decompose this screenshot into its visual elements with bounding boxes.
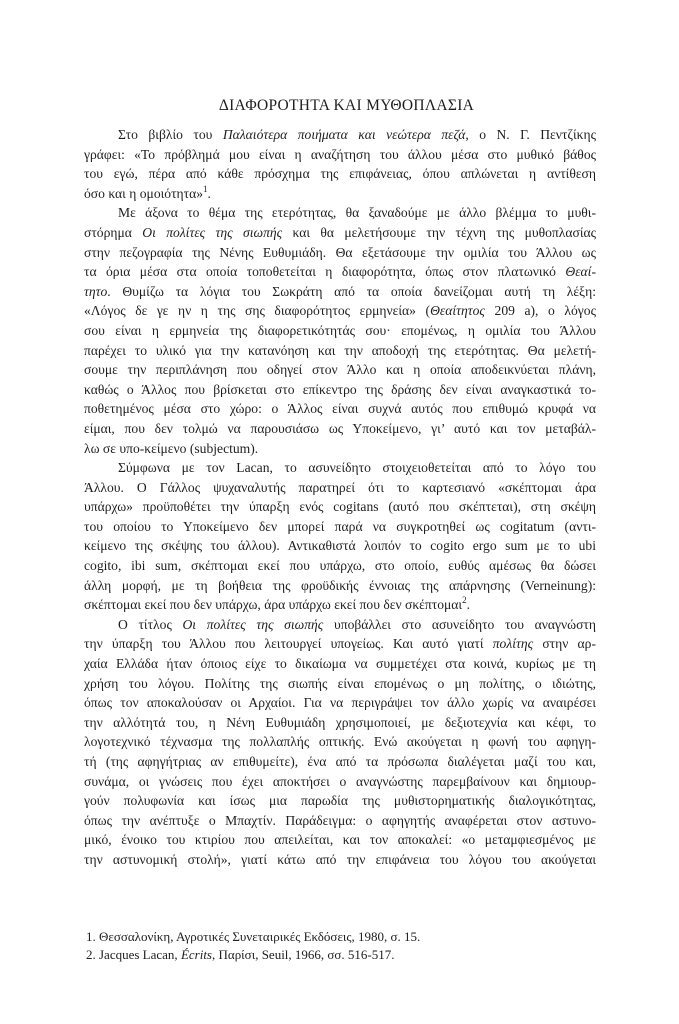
text-line (84, 125, 596, 145)
text-line (84, 752, 596, 772)
text-line (84, 732, 596, 752)
text-line (84, 145, 596, 165)
text-run: του οποίου το Υποκείμενο δεν μπορεί παρά να συγκροτηθεί ως cogitatum (αντι- (84, 518, 596, 534)
text-line (84, 243, 596, 263)
text-run: χρήση του λόγου. Πολίτης της σιωπής είναι επομένως ο μη πολίτης, ο ιδιώτης, (84, 675, 596, 691)
text-run: παρέχει το υλικό για την κατανόηση και την αποδοχή της ετερότητας. Θα μελετή- (84, 342, 596, 358)
text-run: όπως τον αποκαλούσαν οι Αρχαίοι. Για να περιγράψει τον άλλο χωρίς να αναιρέσει (84, 695, 596, 711)
text-line (84, 595, 596, 615)
text-run: την αστυνομική στολή», γιατί κάτω από την επιφάνεια του λόγου του ακούγεται (84, 851, 596, 867)
text-line (84, 576, 596, 596)
text-run: στην αρ- (533, 636, 596, 652)
text-run: . Θυμίζω τα λόγια του Σωκράτη από τα οποία δανείζομαι αυτή τη λέξη: (107, 283, 596, 299)
text-line (84, 203, 596, 223)
text-run: 209 a), ο λόγος (484, 303, 596, 319)
text-line (84, 654, 596, 674)
italic-text: Θεαί- (565, 264, 596, 280)
body-text (84, 125, 596, 870)
text-run: Σύμφωνα με τον Lacan, το ασυνείδητο στοιχειοθετείται από το λόγο του (118, 460, 596, 476)
italic-text: Παλαιότερα ποιήματα και νεώτερα πεζά (222, 127, 466, 142)
text-run: σουμε την περιπλάνηση που οδηγεί στον Άλλο και η οποία αποδεικνύεται πλάνη, (84, 362, 596, 378)
text-run: άλλη μορφή, με τη βοήθεια της φροϋδικής έννοιας της απάρνησης (Verneinung): (84, 577, 596, 593)
text-run: καθώς ο Άλλος που βρίσκεται στο επίκεντρο της δράσης δεν είναι αναγκαστικά το- (84, 381, 596, 397)
text-run: σου είναι η ερμηνεία της διαφορετικότητάς σου· επομένως, η ομιλία του Άλλου (84, 322, 596, 338)
text-line (84, 536, 596, 556)
italic-text: Θεαίτητος (430, 303, 485, 319)
text-run: και θα μελετήσουμε την τέχνη της μυθοπλασίας (282, 224, 596, 240)
text-run: υποβάλλει στο ασυνείδητο του αναγνώστη (323, 616, 597, 632)
text-run: στην πεζογραφία της Νένης Ευθυμιάδη. Θα εξετάσουμε την ομιλία του Άλλου ως (84, 244, 596, 260)
text-run: τα όρια μέσα στα οποία τοποθετείται η διαφορότητα, όπως στον πλατωνικό (84, 264, 566, 280)
text-line (84, 282, 596, 302)
text-run: την αλλότητά του, η Νένη Ευθυμιάδη χρησιμοποιεί, με δεξιοτεχνία και κέφι, το (84, 714, 596, 730)
text-run: γούν πολυφωνία και ίσως μια παρωδία της μυθιστορηματικής διαλογικότητας, (84, 793, 596, 809)
italic-text: Écrits (180, 946, 212, 962)
text-run: 2. Jacques Lacan, (86, 946, 181, 962)
text-run: όπως την ανέπτυξε ο Μπαχτίν. Παράδειγμα: ο αφηγητής αναφέρεται στον αστυνο- (84, 812, 596, 828)
text-run: στόρημα (84, 224, 143, 240)
text-run: μικό, ένοικο του κτιρίου που απειλείται, και τον αποκαλεί: «ο μεταμφιεσμένος με (84, 832, 596, 848)
text-run: «Λόγος δε γε ην η της σης διαφορότητος ερμηνεία» ( (84, 303, 431, 319)
text-run: cogito, ibi sum, σκέπτομαι εκεί που υπάρχω, στο οποίο, ευθύς αμέσως θα δώσει (84, 558, 596, 574)
text-line (84, 811, 596, 831)
text-run: , Παρίσι, Seuil, 1966, σσ. 516-517. (212, 946, 395, 962)
footnote-ref: 1 (203, 183, 208, 194)
text-line (84, 184, 596, 204)
text-run: 1. Θεσσαλονίκη, Αγροτικές Συνεταιρικές Εκδόσεις, 1980, σ. 15. (86, 929, 421, 944)
text-line (84, 556, 596, 576)
text-run: γράφει: «Το πρόβλημά μου είναι η αναζήτηση του άλλου μέσα στο μυθικό βάθος (84, 146, 596, 162)
italic-text: Οι πολίτες της σιωπής (142, 224, 283, 240)
text-run: κείμενο της σκέψης του άλλου). Αντικαθιστά λοιπόν το cogito ergo sum με το ubi (84, 538, 596, 554)
text-run: Με άξονα το θέμα της ετερότητας, θα ξαναδούμε με άλλο βλέμμα το μυθι- (118, 205, 596, 221)
text-run: λω σε υπο-κείμενο (subjectum). (84, 440, 259, 456)
text-run: του εγώ, πέρα από κάθε πρόσχημα της επιφάνειας, όπου απλώνεται η αντίθεση (84, 166, 596, 182)
text-line (84, 850, 596, 870)
text-line (84, 360, 596, 380)
chapter-title: ΔΙΑΦΟΡΟΤΗΤΑ ΚΑΙ ΜΥΘΟΠΛΑΣΙΑ (218, 97, 475, 114)
text-run: σκέπτομαι εκεί που δεν υπάρχω, άρα υπάρχω εκεί που δεν σκέπτομαι (84, 597, 463, 613)
text-line (84, 693, 596, 713)
text-line (84, 223, 596, 243)
footnote-ref: 2 (462, 595, 467, 606)
paragraph (84, 615, 596, 870)
text-run: , ο Ν. Γ. Πεντζίκης (465, 127, 597, 142)
italic-text: πολίτης (492, 636, 534, 652)
text-run: όσο και η ομοιότητα» (84, 185, 204, 201)
text-run: την ύπαρξη του Άλλου που λειτουργεί υπογείως. Και αυτό γιατί (84, 636, 493, 652)
text-line (84, 478, 596, 498)
text-line (84, 674, 596, 694)
text-line (84, 713, 596, 733)
text-line (84, 458, 596, 478)
text-line (84, 497, 596, 517)
text-run: συνάμα, οι γνώσεις που έχει αποκτήσει ο αναγνώστης παρεμβαίνουν και δημιουρ- (84, 773, 596, 789)
footnotes (86, 928, 586, 963)
text-line (84, 517, 596, 537)
text-run: χαία Ελλάδα ήταν όποιος είχε το δικαίωμα να συμμετέχει στα κοινά, κυρίως με τη (84, 656, 596, 672)
text-line (84, 634, 596, 654)
text-line (84, 419, 596, 439)
text-run: ποθετημένος μέσα στο χώρο: ο Άλλος είναι συχνά αυτός που επιθυμώ κρυφά να (84, 401, 596, 417)
paragraph (84, 125, 596, 203)
footnote (86, 946, 586, 964)
footnote (86, 928, 586, 946)
text-line (84, 164, 596, 184)
text-line (84, 615, 596, 635)
text-run: . (466, 597, 470, 613)
text-line (84, 830, 596, 850)
text-line (84, 321, 596, 341)
text-line (84, 439, 596, 459)
text-run: Άλλου. Ο Γάλλος ψυχαναλυτής παρατηρεί ότι το καρτεσιανό «σκέπτομαι άρα (84, 479, 596, 495)
text-run: υπάρχω» προϋποθέτει την ύπαρξη ενός cogitans (αυτό που σκέπτεται), στη σκέψη (84, 499, 596, 515)
text-line (84, 772, 596, 792)
italic-text: τητο (84, 283, 108, 299)
text-run: Ο τίτλος (118, 616, 183, 632)
text-run: Στο βιβλίο του (118, 127, 223, 142)
text-line (84, 262, 596, 282)
text-line (84, 380, 596, 400)
text-line (84, 399, 596, 419)
text-run: . (207, 185, 211, 201)
italic-text: Οι πολίτες της σιωπής (182, 616, 324, 632)
text-run: τή (της αφηγήτριας αν επιθυμείτε), ένα από τα πρόσωπα διαλέγεται μαζί του και, (84, 754, 596, 769)
text-run: είμαι, που δεν τολμώ να παρουσιάσω ως Υποκείμενο, γι’ αυτό και τον μεταβάλ- (84, 420, 596, 436)
text-line (84, 791, 596, 811)
text-line (84, 301, 596, 321)
text-run: λογοτεχνικό τέχνασμα της πολλαπλής οπτικής. Ενώ ακούγεται η φωνή του αφηγη- (84, 734, 596, 750)
paragraph (84, 203, 596, 458)
paragraph (84, 458, 596, 615)
text-line (84, 341, 596, 361)
